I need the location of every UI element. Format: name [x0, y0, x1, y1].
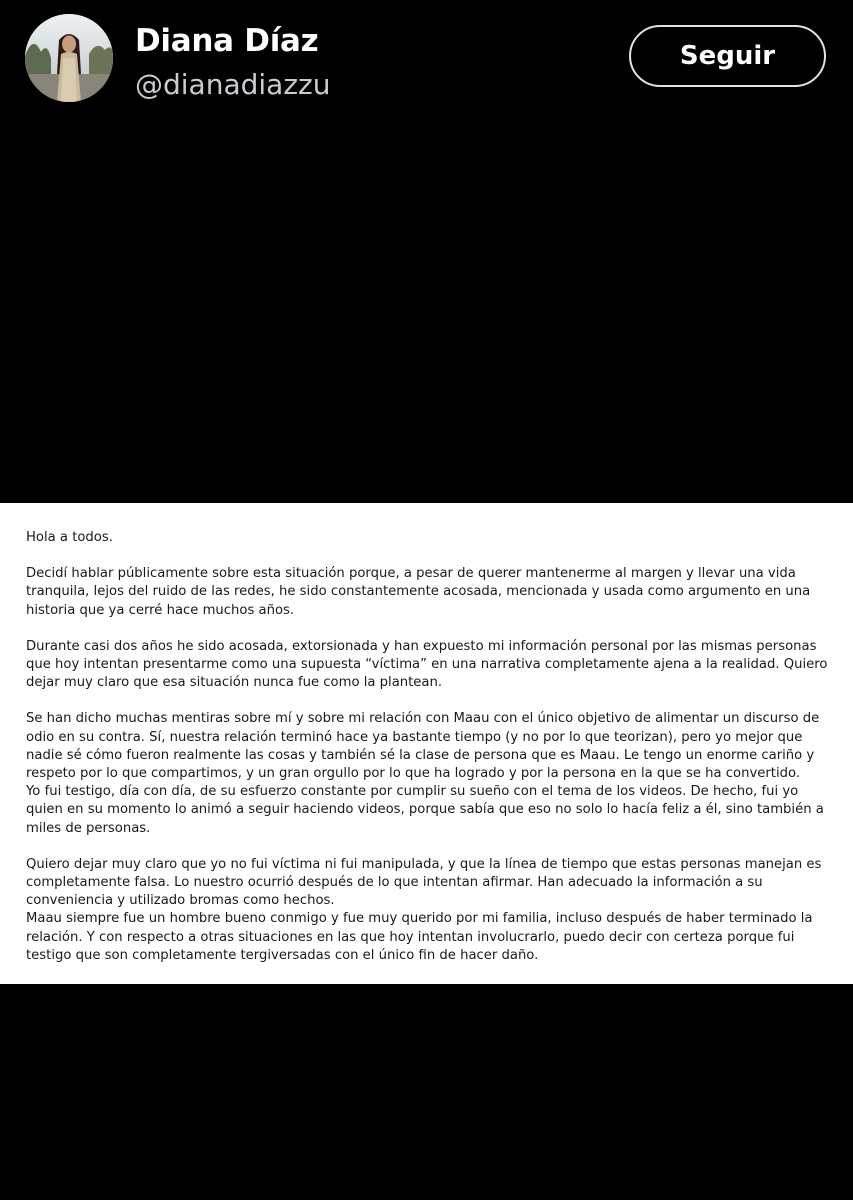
- user-handle[interactable]: @dianadiazzu: [135, 68, 331, 101]
- profile-photo-icon: [25, 14, 113, 102]
- follow-button[interactable]: Seguir: [629, 25, 826, 87]
- avatar[interactable]: [25, 14, 113, 102]
- statement-paragraph: Se han dicho muchas mentiras sobre mí y sobre mi relación con Maau con el único objetivo de alimentar un discurso de odio en su contra. Sí, nuestra relación terminó hace ya bastante tiempo (y no por lo que teorizan), pero yo mejor que nadie sé cómo fueron realmente las cosas y también sé la clase de persona que es Maau. Le tengo un enorme cariño y respeto por lo que compartimos, y un gran orgullo por lo que ha logrado y por la persona en la que se ha convertido. Yo fui testigo, día con día, de su esfuerzo constante por cumplir su sueño con el tema de los videos. De hecho, fui yo quien en su momento lo animó a seguir haciendo videos, porque sabía que eso no solo lo hacía feliz a él, sino también a miles de personas.: [26, 711, 824, 836]
- statement-paragraph: Quiero dejar muy claro que yo no fui víctima ni fui manipulada, y que la línea de tiempo que estas personas manejan es completamente falsa. Lo nuestro ocurrió después de lo que intentan afirmar. Han adecuado la información a su conveniencia y utilizado bromas como hechos. Maau siempre fue un hombre bueno conmigo y fue muy querido por mi familia, incluso después de haber terminado la relación. Y con respecto a otras situaciones en las que hoy intentan involucrarlo, puedo decir con certeza porque fui testigo que son completamente tergiversadas con el único fin de hacer daño.: [26, 856, 822, 963]
- statement-paragraph: Decidí hablar públicamente sobre esta situación porque, a pesar de querer mantenerme al margen y llevar una vida tranquila, lejos del ruido de las redes, he sido constantemente acosada, mencionada y usada como argumento en una historia que ya cerré hace muchos años.: [26, 566, 811, 618]
- statement-paragraph: Hola a todos.: [26, 530, 113, 545]
- display-name[interactable]: Diana Díaz: [135, 23, 319, 59]
- statement-image[interactable]: [0, 503, 853, 984]
- statement-paragraph: Durante casi dos años he sido acosada, extorsionada y han expuesto mi información personal por las mismas personas que hoy intentan presentarme como una supuesta “víctima” en una narrativa completamente ajena a la realidad. Quiero dejar muy claro que esa situación nunca fue como la plantean.: [26, 638, 828, 691]
- profile-header: [0, 0, 853, 120]
